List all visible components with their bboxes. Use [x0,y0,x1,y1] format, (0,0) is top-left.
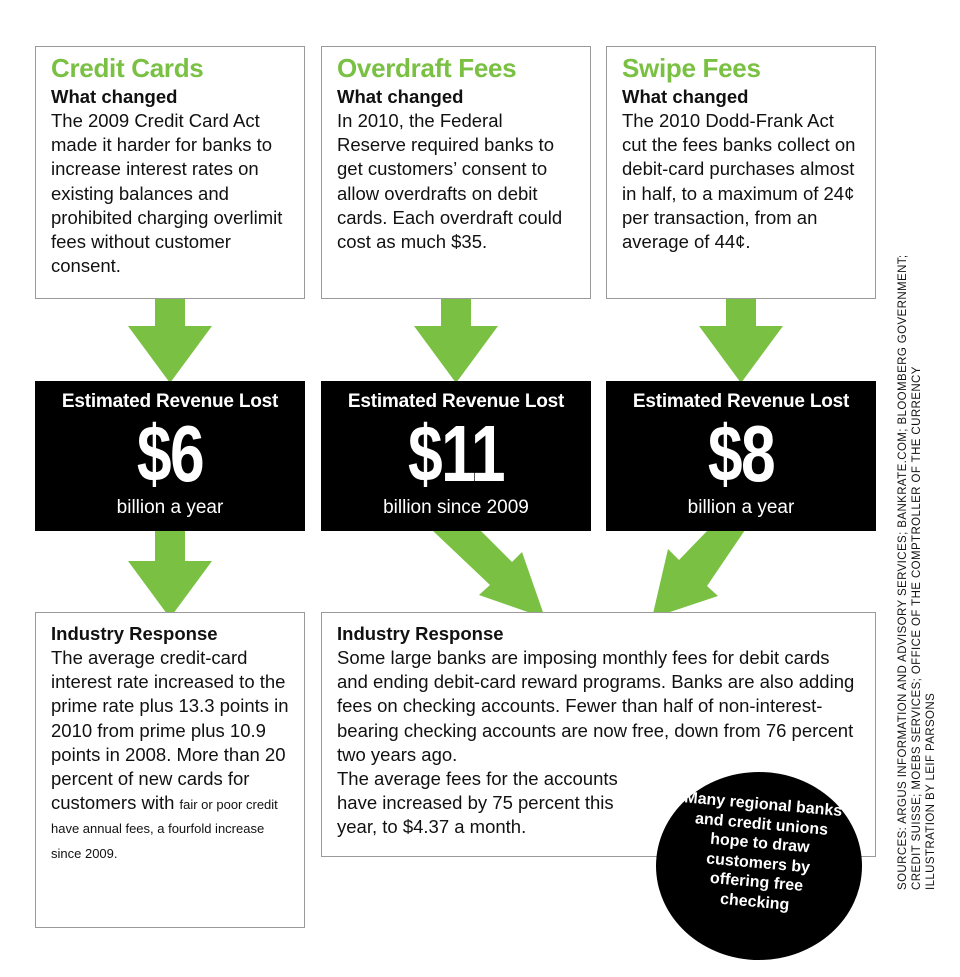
arrow-down-credit-top [128,298,212,383]
swipe-fees-box [606,46,876,299]
callout-text: Many regional banks and credit unions hope to draw customers by offering free checking [683,789,843,914]
credit-cards-title: Credit Cards [51,53,204,83]
arrow-diag-overdraft [432,530,545,618]
industry-response-text-continued: The average fees for the accounts have increased by 75 percent this year, to $4.37 a month. [337,768,618,838]
industry-response-label: Industry Response [51,623,218,644]
revenue-lost-unit: billion a year [116,497,224,518]
arrow-diag-swipe [652,530,745,618]
what-changed-text: The 2010 Dodd-Frank Act cut the fees banks collect on debit-card purchases almost in half, to a maximum of 24¢ per transaction, from an average of 44¢. [622,110,856,253]
revenue-lost-value: $6 [136,409,204,498]
industry-response-small-text: fair or poor credit have annual fees, a fourfold increase since 2009. [51,797,278,861]
industry-response-credit-box [35,612,305,928]
overdraft-fees-title: Overdraft Fees [337,53,517,83]
arrow-down-swipe-top [699,298,783,383]
industry-response-label: Industry Response [337,623,504,644]
free-checking-callout [656,772,862,960]
sources-line: CREDIT SUISSE; MOEBS SERVICES; OFFICE OF THE COMPTROLLER OF THE CURRENCY [911,366,923,890]
what-changed-label: What changed [337,86,464,107]
revenue-lost-value: $8 [707,409,775,498]
industry-response-text [51,646,290,864]
sources-line: SOURCES: ARGUS INFORMATION AND ADVISORY SERVICES; BANKRATE.COM; BLOOMBERG GOVERNMENT; [897,254,909,890]
revenue-lost-credit-cards [35,381,305,531]
industry-response-main-text: The average credit-card interest rate increased to the prime rate plus 13.3 points in 2010 from prime plus 10.9 points in 2008. More than 20 percent of new cards for customers with [51,647,289,814]
what-changed-label: What changed [622,86,749,107]
industry-response-text: Some large banks are imposing monthly fees for debit cards and ending debit-card reward programs. Banks are also adding fees on checking accounts. Fewer than half of non-interest-bearing checking accounts are now free, down from 76 percent two years ago. [337,647,855,765]
what-changed-label: What changed [51,86,178,107]
revenue-lost-overdraft-fees [321,381,591,531]
overdraft-fees-box [321,46,591,299]
revenue-lost-label: Estimated Revenue Lost [632,391,850,412]
what-changed-text: The 2009 Credit Card Act made it harder for banks to increase interest rates on existing balances and prohibited charging overlimit fees without customer consent. [51,110,283,277]
what-changed-text: In 2010, the Federal Reserve required banks to get customers’ consent to allow overdrafts on debit cards. Each overdraft could cost as much $35. [337,110,563,253]
arrow-down-credit-bottom [128,530,212,618]
revenue-lost-value: $11 [408,409,504,498]
swipe-fees-title: Swipe Fees [622,53,761,83]
sources-credit [896,170,938,890]
credit-cards-box [35,46,305,299]
revenue-lost-label: Estimated Revenue Lost [61,391,279,412]
revenue-lost-unit: billion since 2009 [383,497,529,518]
revenue-lost-swipe-fees [606,381,876,531]
revenue-lost-unit: billion a year [687,497,795,518]
arrow-down-overdraft-top [414,298,498,383]
revenue-lost-label: Estimated Revenue Lost [347,391,565,412]
illustration-credit: ILLUSTRATION BY LEIF PARSONS [925,692,937,890]
